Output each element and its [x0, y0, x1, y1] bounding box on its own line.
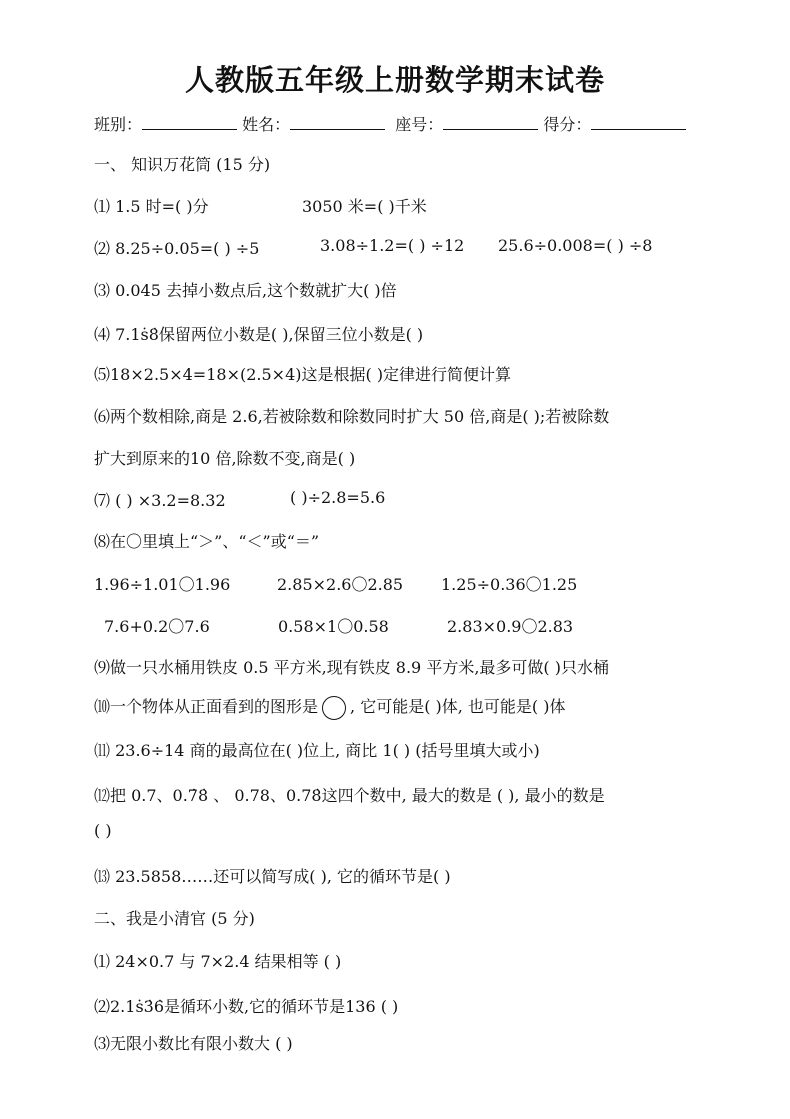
seat-label: 座号：	[395, 115, 444, 134]
name-blank[interactable]	[290, 115, 385, 130]
q1-part-a: ⑴ 1.5 时=( )分	[94, 197, 209, 216]
question-5: ⑸18×2.5×4=18×(2.5×4)这是根据( )定律进行简便计算	[94, 365, 512, 384]
q8-row1-b: 2.85×2.6〇2.85	[277, 575, 404, 594]
question-6-line2: 扩大到原来的10 倍,除数不变,商是( )	[94, 449, 356, 468]
name-label: 姓名：	[242, 115, 291, 134]
q1-part-b: 3050 米=( )千米	[302, 197, 427, 216]
q8-row1-a: 1.96÷1.01〇1.96	[94, 575, 231, 594]
q7-part-b: ( )÷2.8=5.6	[290, 488, 386, 507]
section2-question-3: ⑶无限小数比有限小数大 ( )	[94, 1034, 293, 1053]
score-blank[interactable]	[591, 115, 686, 130]
question-8-row1	[94, 572, 694, 594]
question-3: ⑶ 0.045 去掉小数点后,这个数就扩大( )倍	[94, 281, 397, 300]
q7-part-a: ⑺ ( ) ×3.2=8.32	[94, 491, 226, 510]
question-6-line1: ⑹两个数相除,商是 2.6,若被除数和除数同时扩大 50 倍,商是( );若被除数	[94, 407, 610, 426]
question-12-line1: ⑿把 0.7、0.7̇8̇ 、 0.78、0.78̇这四个数中, 最大的数是 ( ), 最小的数是	[94, 786, 605, 805]
q8-row2-c: 2.83×0.9〇2.83	[447, 617, 574, 636]
question-4: ⑷ 7.1ṡ8̇保留两位小数是( ),保留三位小数是( )	[94, 325, 424, 344]
question-10	[94, 694, 566, 720]
class-blank[interactable]	[142, 115, 237, 130]
q8-row1-c: 1.25÷0.36〇1.25	[441, 575, 578, 594]
q10-part-b: , 它可能是( )体, 也可能是( )体	[350, 697, 566, 716]
q10-part-a: ⑽一个物体从正面看到的图形是	[94, 697, 319, 716]
q2-part-c: 25.6÷0.008=( ) ÷8	[498, 236, 653, 255]
question-8: ⑻在〇里填上“＞”、“＜”或“＝”	[94, 532, 320, 551]
score-label: 得分：	[543, 115, 592, 134]
page-title: 人教版五年级上册数学期末试卷	[184, 63, 605, 97]
q8-row2-a: 7.6+0.2〇7.6	[104, 617, 210, 636]
question-7	[94, 488, 694, 510]
section2-heading: 二、我是小清官 (5 分)	[94, 909, 255, 928]
class-label: 班别：	[94, 115, 143, 134]
question-8-row2	[94, 614, 694, 636]
section1-heading: 一、 知识万花筒 (15 分)	[94, 155, 271, 174]
circle-shape-icon	[322, 696, 346, 720]
question-2	[94, 236, 694, 258]
question-13: ⒀ 23.5858……还可以简写成( ), 它的循环节是( )	[94, 867, 451, 886]
question-1	[94, 194, 694, 216]
section2-question-1: ⑴ 24×0.7 与 7×2.4 结果相等 ( )	[94, 952, 342, 971]
question-12-line2: ( )	[94, 821, 112, 840]
section2-question-2: ⑵2.1ṡ3̇6̇是循环小数,它的循环节是136 ( )	[94, 997, 399, 1016]
question-11: ⑾ 23.6÷14 商的最高位在( )位上, 商比 1( ) (括号里填大或小)	[94, 741, 540, 760]
q8-row2-b: 0.58×1〇0.58	[278, 617, 389, 636]
q2-part-a: ⑵ 8.25÷0.05=( ) ÷5	[94, 239, 260, 258]
seat-blank[interactable]	[443, 115, 538, 130]
question-9: ⑼做一只水桶用铁皮 0.5 平方米,现有铁皮 8.9 平方米,最多可做( )只水桶	[94, 658, 609, 677]
student-info-line	[94, 112, 686, 135]
q2-part-b: 3.08÷1.2=( ) ÷12	[320, 236, 465, 255]
